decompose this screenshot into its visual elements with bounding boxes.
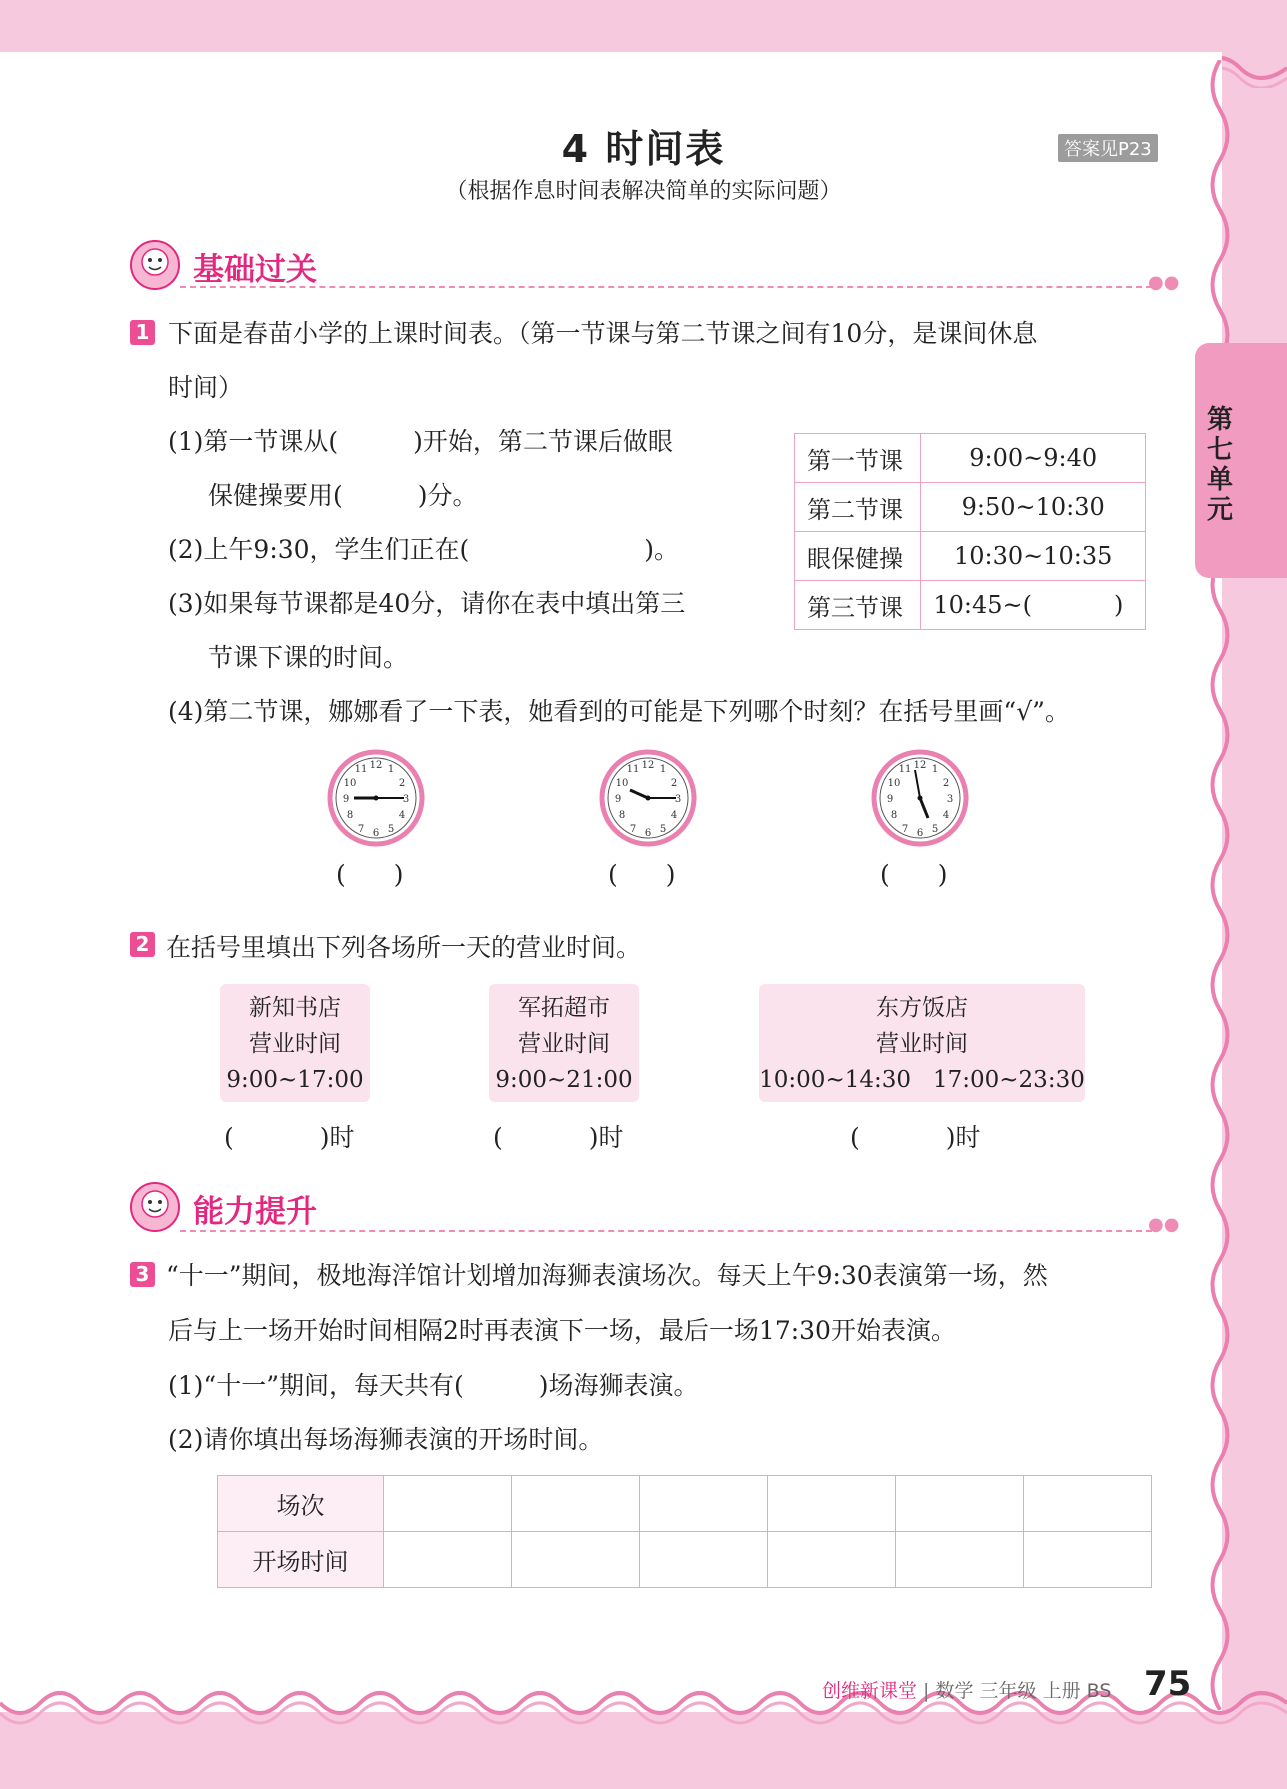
clock-digit: 3: [402, 794, 410, 805]
footer-subject: 数学 三年级 上册 BS: [935, 1680, 1112, 1702]
answer-cell[interactable]: [1024, 1532, 1152, 1588]
blank-open-paren: (: [336, 860, 346, 889]
clock-digit: 3: [946, 794, 954, 805]
clock-answer-blank-1[interactable]: [336, 860, 426, 889]
blank-open-paren: (: [493, 1123, 503, 1152]
page-number: 75: [1144, 1664, 1192, 1704]
table-row: [795, 434, 1146, 483]
clock-digit: 7: [901, 824, 909, 835]
show-times-table: [217, 1475, 1152, 1588]
clock-face-icon: [598, 748, 698, 848]
q1-stem-line-1: 下面是春苗小学的上课时间表。（第一节课与第二节课之间有10分，是课间休息: [168, 319, 1038, 348]
blank-close-paren: ): [393, 860, 404, 889]
clock-face-icon: [326, 748, 426, 848]
store-name: 新知书店: [249, 995, 341, 1021]
clock-face-icon: [870, 748, 970, 848]
clock-answer-blank-2[interactable]: [608, 860, 698, 889]
store-name: 军拓超市: [518, 995, 610, 1021]
blank-close-paren: ): [1114, 591, 1124, 619]
q1-part-3-line-1: (3)如果每节课都是40分，请你在表中填出第三: [168, 589, 686, 618]
section-heading-advance: 能力提升: [193, 1194, 317, 1230]
clock-digit: 4: [942, 810, 950, 821]
clock-digit: 11: [354, 764, 368, 775]
lesson-title: 4 时间表: [561, 127, 726, 171]
schedule-cell: 9:50~10:30: [921, 483, 1146, 532]
footer-series: 创维新课堂: [822, 1680, 918, 1702]
mascot-icon: [128, 238, 182, 292]
clock-digit: 1: [387, 764, 395, 775]
blank-open-paren: (: [880, 860, 890, 889]
answer-suffix: )时: [945, 1123, 981, 1152]
clock-digit: 6: [644, 828, 652, 839]
store-hours-answer-blank[interactable]: [493, 1118, 624, 1154]
clock-digit: 2: [942, 778, 950, 789]
store-hours-card: [759, 984, 1085, 1102]
q3-stem-line-2: 后与上一场开始时间相隔2时再表演下一场，最后一场17:30开始表演。: [168, 1316, 956, 1345]
clock-digit: 7: [629, 824, 637, 835]
answer-cell[interactable]: [512, 1532, 640, 1588]
table-row: [795, 581, 1146, 630]
clock-digit: 10: [343, 778, 357, 789]
schedule-cell: 9:00~9:40: [921, 434, 1146, 483]
clock-digit: 1: [659, 764, 667, 775]
section-divider: [180, 1230, 1152, 1232]
clock-answer-blank-3[interactable]: [880, 860, 970, 889]
blank-close-paren: ): [665, 860, 676, 889]
mascot-icon: [128, 1180, 182, 1234]
store-hours-morning: 10:00~14:30: [759, 1067, 911, 1093]
store-hours-answer-blank[interactable]: [224, 1118, 355, 1154]
clock-digit: 4: [398, 810, 406, 821]
store-hours: [759, 1062, 1085, 1098]
right-wave-border: [1205, 60, 1235, 1710]
store-hours-card: [489, 984, 639, 1102]
clock-digit: 8: [618, 810, 626, 821]
answer-cell[interactable]: [640, 1532, 768, 1588]
clock-digit: 5: [931, 824, 939, 835]
clock-digit: 5: [387, 824, 395, 835]
clock-digit: 7: [357, 824, 365, 835]
question-number-2: 2: [130, 932, 155, 957]
q3-part-1: (1)“十一”期间，每天共有( )场海狮表演。: [168, 1371, 699, 1400]
answer-suffix: )时: [588, 1123, 624, 1152]
clock-digit: 8: [890, 810, 898, 821]
answer-cell[interactable]: [640, 1476, 768, 1532]
table-row: [795, 532, 1146, 581]
clock-digit: 6: [916, 828, 924, 839]
footer-separator: |: [917, 1680, 936, 1702]
q1-part-1-line-1: (1)第一节课从( )开始，第二节课后做眼: [168, 427, 673, 456]
section-divider: [180, 286, 1152, 288]
answer-cell[interactable]: [384, 1532, 512, 1588]
schedule-cell-text: 10:45~(: [933, 591, 1033, 619]
clock-digit: 6: [372, 828, 380, 839]
clock-digit: 3: [674, 794, 682, 805]
schedule-cell: 10:30~10:35: [921, 532, 1146, 581]
answer-cell[interactable]: [896, 1476, 1024, 1532]
q1-stem-line-2: 时间）: [168, 373, 244, 402]
schedule-cell: 第二节课: [795, 483, 921, 532]
question-number-3: 3: [130, 1262, 155, 1287]
q2-stem: 在括号里填出下列各场所一天的营业时间。: [166, 933, 642, 962]
row-header: 开场时间: [218, 1532, 384, 1588]
store-hours: 9:00~21:00: [495, 1067, 633, 1093]
question-number-1: 1: [130, 320, 155, 345]
store-hours-label: 营业时间: [249, 1031, 341, 1057]
store-name: 东方饭店: [876, 995, 968, 1021]
clock-digit: 12: [369, 760, 383, 771]
clock-digit: 4: [670, 810, 678, 821]
clock-digit: 12: [913, 760, 927, 771]
q1-part-3-line-2: 节课下课的时间。: [208, 643, 409, 672]
row-header: 场次: [218, 1476, 384, 1532]
answer-cell[interactable]: [768, 1532, 896, 1588]
clock-digit: 9: [342, 794, 350, 805]
blank-open-paren: (: [608, 860, 618, 889]
q3-part-2: (2)请你填出每场海狮表演的开场时间。: [168, 1425, 604, 1454]
clock-digit: 10: [615, 778, 629, 789]
section-heading-basic: 基础过关: [193, 252, 317, 288]
table-row: [218, 1476, 1152, 1532]
answer-cell[interactable]: [896, 1532, 1024, 1588]
clock-digit: 11: [626, 764, 640, 775]
clock-digit: 2: [670, 778, 678, 789]
schedule-cell: 第三节课: [795, 581, 921, 630]
answer-cell[interactable]: [512, 1476, 640, 1532]
clock-digit: 12: [641, 760, 655, 771]
q1-part-4: (4)第二节课，娜娜看了一下表，她看到的可能是下列哪个时刻？在括号里画“√”。: [168, 697, 1070, 726]
divider-dots-icon: ●●: [1148, 272, 1180, 293]
table-row: [218, 1532, 1152, 1588]
clock-digit: 10: [887, 778, 901, 789]
store-hours: 9:00~17:00: [226, 1067, 364, 1093]
unit-tab-label: 第七单元: [1206, 405, 1233, 525]
answer-suffix: )时: [319, 1123, 355, 1152]
store-hours-card: [220, 984, 370, 1102]
footer-book-info: [822, 1676, 1111, 1703]
lesson-subtitle: （根据作息时间表解决简单的实际问题）: [445, 179, 842, 204]
clock-digit: 2: [398, 778, 406, 789]
answer-cell[interactable]: [768, 1476, 896, 1532]
clock-digit: 5: [659, 824, 667, 835]
blank-open-paren: (: [224, 1123, 234, 1152]
answer-reference-badge: 答案见P23: [1058, 134, 1158, 162]
schedule-cell: 眼保健操: [795, 532, 921, 581]
clock-digit: 9: [614, 794, 622, 805]
q1-part-1-line-2: 保健操要用( )分。: [208, 481, 478, 510]
divider-dots-icon: ●●: [1148, 1214, 1180, 1235]
schedule-cell[interactable]: [921, 581, 1146, 630]
store-hours-label: 营业时间: [876, 1031, 968, 1057]
answer-cell[interactable]: [384, 1476, 512, 1532]
clock-digit: 11: [898, 764, 912, 775]
clock-digit: 9: [886, 794, 894, 805]
q1-part-2: (2)上午9:30，学生们正在( )。: [168, 535, 680, 564]
store-hours-evening: 17:00~23:30: [933, 1067, 1085, 1093]
class-schedule-table: [794, 433, 1146, 630]
store-hours-answer-blank[interactable]: [850, 1118, 981, 1154]
schedule-cell: 第一节课: [795, 434, 921, 483]
answer-cell[interactable]: [1024, 1476, 1152, 1532]
store-hours-label: 营业时间: [518, 1031, 610, 1057]
table-row: [795, 483, 1146, 532]
clock-digit: 8: [346, 810, 354, 821]
blank-open-paren: (: [850, 1123, 860, 1152]
q3-stem-line-1: “十一”期间，极地海洋馆计划增加海狮表演场次。每天上午9:30表演第一场，然: [166, 1261, 1048, 1290]
blank-close-paren: ): [937, 860, 948, 889]
clock-digit: 1: [931, 764, 939, 775]
